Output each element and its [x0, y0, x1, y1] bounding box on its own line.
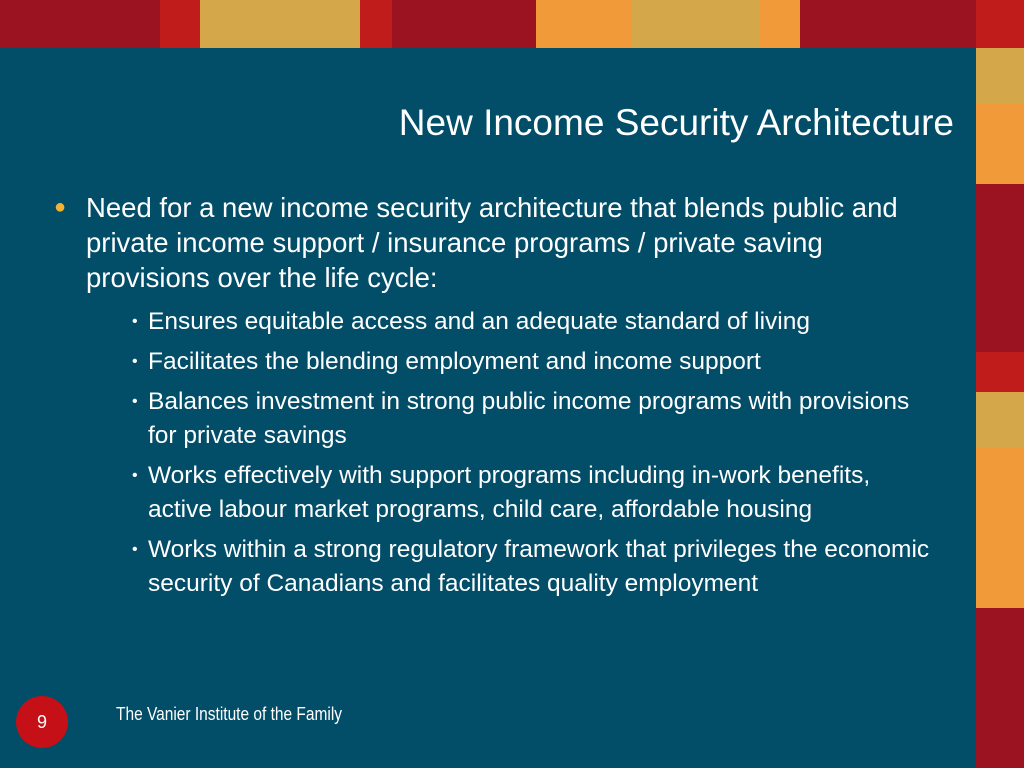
sub-bullet-dot-icon: •: [132, 313, 138, 330]
band-segment: [976, 448, 1024, 608]
sub-bullet-text: Ensures equitable access and an adequate standard of living: [148, 308, 810, 335]
band-segment: [200, 0, 360, 48]
band-segment: [976, 608, 1024, 768]
band-segment: [360, 0, 392, 48]
sub-bullet: [132, 345, 932, 379]
sub-bullet-text: Works within a strong regulatory framework that privileges the economic security of Canadians and facilitates quality employment: [148, 536, 930, 597]
sub-bullet-dot-icon: •: [132, 467, 138, 484]
band-segment: [392, 0, 536, 48]
band-segment: [976, 352, 1024, 392]
band-segment: [976, 0, 1024, 48]
band-segment: [536, 0, 632, 48]
sub-bullet: [132, 305, 932, 339]
band-segment: [976, 104, 1024, 184]
sub-bullet-list: [132, 305, 932, 601]
band-segment: [632, 0, 760, 48]
sub-bullet-text: Works effectively with support programs including in-work benefits, active labour market programs, child care, affordable housing: [148, 462, 871, 523]
sub-bullet-text: Balances investment in strong public income programs with provisions for private savings: [148, 388, 910, 449]
sub-bullet: [132, 533, 932, 601]
bullet-dot-icon: ●: [54, 196, 67, 218]
sub-bullet: [132, 459, 932, 527]
sub-bullet: [132, 385, 932, 453]
main-bullet-text: Need for a new income security architecture that blends public and private income support / insurance programs / private saving provisions over the life cycle:: [86, 192, 898, 293]
band-segment: [0, 0, 160, 48]
main-bullet: [54, 190, 954, 295]
sub-bullet-text: Facilitates the blending employment and income support: [148, 348, 761, 375]
sub-bullet-dot-icon: •: [132, 393, 138, 410]
band-segment: [160, 0, 200, 48]
footer-text: The Vanier Institute of the Family: [116, 704, 343, 724]
band-segment: [760, 0, 800, 48]
sub-bullet-dot-icon: •: [132, 541, 138, 558]
slide-content: [54, 190, 954, 607]
page-number-badge: 9: [16, 696, 68, 748]
band-segment: [976, 184, 1024, 352]
band-segment: [976, 48, 1024, 104]
sub-bullet-dot-icon: •: [132, 353, 138, 370]
band-segment: [800, 0, 976, 48]
slide-title: New Income Security Architecture: [398, 102, 954, 143]
band-segment: [976, 392, 1024, 448]
